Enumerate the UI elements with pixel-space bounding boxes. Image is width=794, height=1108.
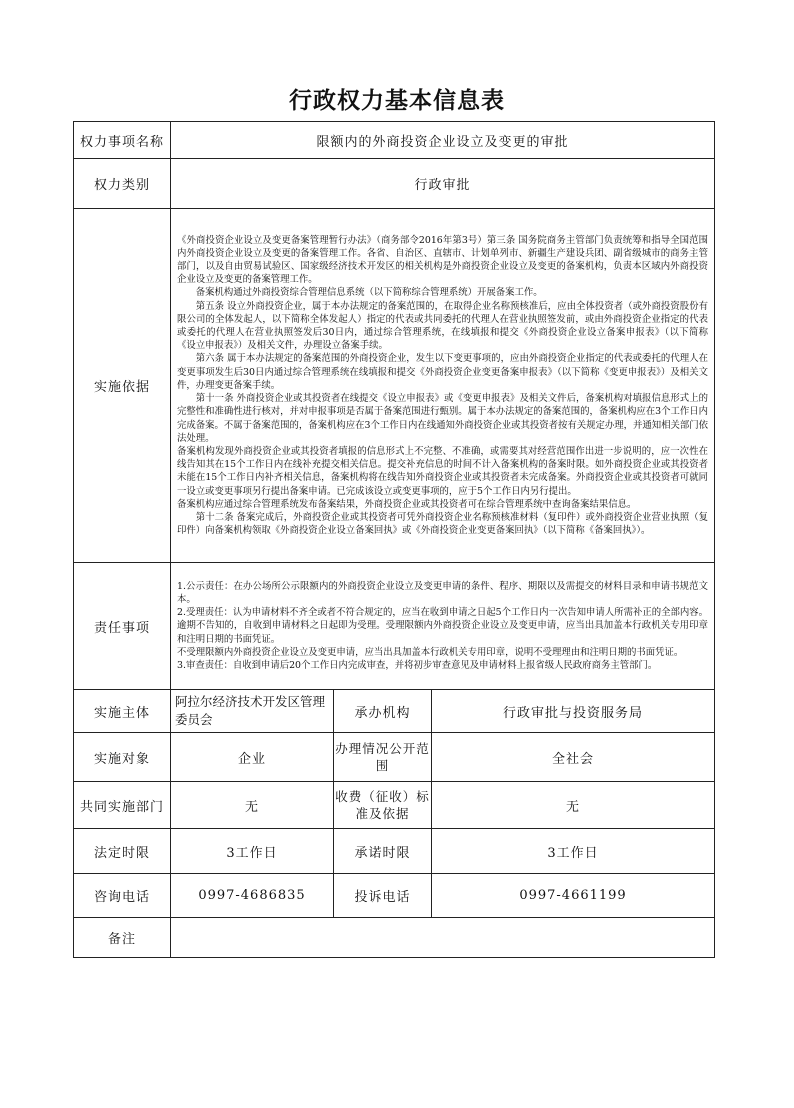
joint-department-value: 无 — [171, 782, 334, 829]
disclosure-scope-label: 办理情况公开范围 — [334, 733, 432, 782]
fee-standard-value: 无 — [432, 782, 715, 829]
basis-paragraph: 备案机构发现外商投资企业或其投资者填报的信息形式上不完整、不准确，或需要其对经营范围作出进一步说明的，应一次性在线告知其在15个工作日内在线补充提交相关信息。提交补充信息的时间不计入备案机构的备案时限。如外商投资企业或其投资者未能在15个工作日内补齐相关信息，备案机构将在线告知外商投资企业或其投资者未完成备案。外商投资企业或其投资者可就同一设立或变更事项另行提出备案申请。已完成该设立或变更事项的，应于5个工作日内另行提出。 — [177, 445, 709, 497]
table-row — [74, 159, 715, 209]
power-name-value: 限额内的外商投资企业设立及变更的审批 — [171, 122, 715, 159]
complaint-phone-value: 0997-4661199 — [432, 874, 715, 918]
responsibility-content — [171, 563, 715, 690]
basis-label: 实施依据 — [74, 209, 171, 563]
table-row — [74, 122, 715, 159]
info-table — [73, 121, 715, 958]
table-row — [74, 782, 715, 829]
subject-value: 阿拉尔经济技术开发区管理委员会 — [171, 690, 334, 733]
table-row — [74, 690, 715, 733]
responsibility-paragraph: 2.受理责任：认为申请材料不齐全或者不符合规定的，应当在收到申请之日起5个工作日内一次告知申请人所需补正的全部内容。逾期不告知的，自收到申请材料之日起即为受理。受理限额内外商投资企业设立及变更申请，应当出具加盖本行政机关专用印章和注明日期的书面凭证。 — [177, 607, 709, 645]
responsibility-label: 责任事项 — [74, 563, 171, 690]
promised-time-limit-value: 3工作日 — [432, 829, 715, 874]
remark-value — [171, 918, 715, 958]
subject-label: 实施主体 — [74, 690, 171, 733]
responsibility-paragraph: 1.公示责任：在办公场所公示限额内的外商投资企业设立及变更申请的条件、程序、期限以及需提交的材料目录和申请书规范文本。 — [177, 580, 709, 605]
power-type-label: 权力类别 — [74, 159, 171, 209]
basis-paragraph: 备案机构通过外商投资综合管理信息系统（以下简称综合管理系统）开展备案工作。 — [195, 287, 543, 299]
table-row — [74, 918, 715, 958]
legal-time-limit-label: 法定时限 — [74, 829, 171, 874]
consult-phone-value: 0997-4686835 — [171, 874, 334, 918]
basis-paragraph: 第六条 属于本办法规定的备案范围的外商投资企业，发生以下变更事项的，应由外商投资企业指定的代表或委托的代理人在变更事项发生后30日内通过综合管理系统在线填报和提交《外商投资企业变更备案申报表》（以下简称《变更申报表》）及相关文件，办理变更备案手续。 — [177, 353, 709, 391]
table-row — [74, 563, 715, 690]
basis-paragraph: 第十一条 外商投资企业或其投资者在线提交《设立申报表》或《变更申报表》及相关文件后，备案机构对填报信息形式上的完整性和准确性进行核对，并对申报事项是否属于备案范围进行甄别。属于本办法规定的备案范围的，备案机构应在3个工作日内完成备案。不属于备案范围的，备案机构应在3个工作日内在线通知外商投资企业或其投资者按有关规定办理，并通知相关部门依法处理。 — [177, 393, 709, 444]
handling-agency-value: 行政审批与投资服务局 — [432, 690, 715, 733]
promised-time-limit-label: 承诺时限 — [334, 829, 432, 874]
responsibility-paragraph: 3.审查责任：自收到申请后20个工作日内完成审查，并将初步审查意见及申请材料上报省级人民政府商务主管部门。 — [177, 660, 658, 671]
basis-paragraph: 《外商投资企业设立及变更备案管理暂行办法》（商务部令2016年第3号）第三条 国务院商务主管部门负责统筹和指导全国范围内外商投资企业设立及变更的备案管理工作。各省、自治区、直辖市、计划单列市、新疆生产建设兵团、副省级城市的商务主管部门，以及自由贸易试验区、国家级经济技术开发区的相关机构是外商投资企业设立及变更的备案机构，负责本区域内外商投资企业设立及变更的备案管理工作。 — [177, 234, 709, 286]
table-row — [74, 829, 715, 874]
handling-agency-label: 承办机构 — [334, 690, 432, 733]
legal-time-limit-value: 3工作日 — [171, 829, 334, 874]
consult-phone-label: 咨询电话 — [74, 874, 171, 918]
power-type-value: 行政审批 — [171, 159, 715, 209]
fee-standard-label: 收费（征收）标准及依据 — [334, 782, 432, 829]
basis-paragraph: 备案机构应通过综合管理系统发布备案结果，外商投资企业或其投资者可在综合管理系统中查询备案结果信息。 — [177, 498, 637, 510]
complaint-phone-label: 投诉电话 — [334, 874, 432, 918]
target-value: 企业 — [171, 733, 334, 782]
basis-paragraph: 第十二条 备案完成后，外商投资企业或其投资者可凭外商投资企业名称预核准材料（复印件）或外商投资企业营业执照（复印件）向备案机构领取《外商投资企业设立备案回执》或《外商投资企业变更备案回执》（以下简称《备案回执》）。 — [177, 511, 709, 537]
power-name-label: 权力事项名称 — [74, 122, 171, 159]
basis-paragraph: 第五条 设立外商投资企业，属于本办法规定的备案范围的，在取得企业名称预核准后，应由全体投资者（或外商投资股份有限公司的全体发起人，以下简称全体发起人）指定的代表或共同委托的代理人在营业执照签发前，或由外商投资企业指定的代表或委托的代理人在营业执照签发后30日内，通过综合管理系统，在线填报和提交《外商投资企业设立备案申报表》（以下简称《设立申报表》）及相关文件，办理设立备案手续。 — [177, 300, 709, 352]
joint-department-label: 共同实施部门 — [74, 782, 171, 829]
target-label: 实施对象 — [74, 733, 171, 782]
table-row — [74, 874, 715, 918]
remark-label: 备注 — [74, 918, 171, 958]
table-row — [74, 733, 715, 782]
basis-content — [171, 209, 715, 563]
responsibility-paragraph: 不受理限额内外商投资企业设立及变更申请，应当出具加盖本行政机关专用印章，说明不受理理由和注明日期的书面凭证。 — [177, 646, 684, 658]
page-title: 行政权力基本信息表 — [289, 87, 505, 114]
table-row — [74, 209, 715, 563]
disclosure-scope-value: 全社会 — [432, 733, 715, 782]
